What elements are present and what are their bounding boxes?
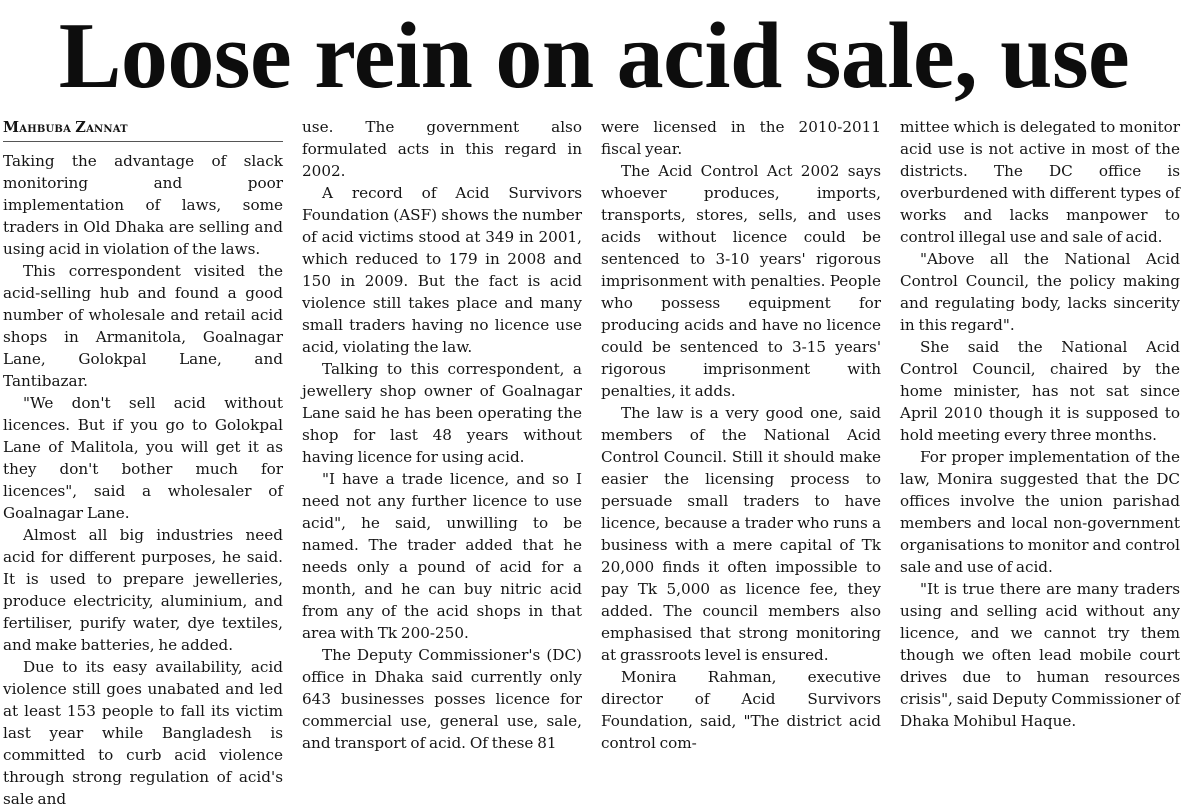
- headline: Loose rein on acid sale, use: [58, 4, 1130, 108]
- paragraph: A record of Acid Survivors Foundation (ASF) shows the number of acid victims stood at 349 in 2001, which reduced to 179 in 2008 and 150 in 2009. But the fact is acid violence still takes place and many small traders having no licence use acid, violating the law.: [302, 184, 582, 356]
- paragraph: Taking the advantage of slack monitoring and poor implementation of laws, some traders in Old Dhaka are selling and using acid in violation of the laws.: [3, 152, 283, 258]
- article-body: [3, 116, 1185, 808]
- paragraph: "It is true there are many traders using and selling acid without any licence, and we cannot try them though we often lead mobile court drives due to human resources crisis", said Deputy Commissioner of Dhaka Mohibul Haque.: [900, 580, 1180, 730]
- paragraph: "Above all the National Acid Control Council, the policy making and regulating body, lacks sincerity in this regard".: [900, 250, 1180, 334]
- paragraph: Monira Rahman, executive director of Acid Survivors Foundation, said, "The district acid control com-: [601, 668, 881, 752]
- paragraph: "I have a trade licence, and so I need not any further licence to use acid", he said, unwilling to be named. The trader added that he needs only a pound of acid for a month, and he can buy nitric acid from any of the acid shops in that area with Tk 200-250.: [302, 470, 582, 642]
- column-1: [3, 116, 283, 808]
- byline: Mahbuba Zannat: [3, 116, 283, 142]
- column-3: [601, 116, 881, 752]
- paragraph: The Acid Control Act 2002 says whoever produces, imports, transports, stores, sells, and uses acids without licence could be sentenced to 3-10 years' rigorous imprisonment with penalties. People who possess equipment for producing acids and have no licence could be sentenced to 3-15 years' rigorous imprisonment with penalties, it adds.: [601, 162, 881, 400]
- paragraph: use. The government also formulated acts in this regard in 2002.: [302, 118, 582, 180]
- paragraph: She said the National Acid Control Council, chaired by the home minister, has not sat since April 2010 though it is supposed to hold meeting every three months.: [900, 338, 1180, 444]
- paragraph: mittee which is delegated to monitor acid use is not active in most of the districts. The DC office is overburdened with different types of works and lacks manpower to control illegal use and sale of acid.: [900, 118, 1180, 246]
- column-2: [302, 116, 582, 752]
- paragraph: This correspondent visited the acid-selling hub and found a good number of wholesale and retail acid shops in Armanitola, Goalnagar Lane, Golokpal Lane, and Tantibazar.: [3, 262, 283, 390]
- paragraph: For proper implementation of the law, Monira suggested that the DC offices involve the union parishad members and local non-government organisations to monitor and control sale and use of acid.: [900, 448, 1180, 576]
- paragraph: "We don't sell acid without licences. But if you go to Golokpal Lane of Malitola, you will get it as they don't bother much for licences", said a wholesaler of Goalnagar Lane.: [3, 394, 283, 522]
- paragraph: were licensed in the 2010-2011 fiscal year.: [601, 118, 881, 158]
- paragraph: Due to its easy availability, acid violence still goes unabated and led at least 153 people to fall its victim last year while Bangladesh is committed to curb acid violence through strong regulation of acid's sale and: [3, 658, 283, 808]
- paragraph: Almost all big industries need acid for different purposes, he said. It is used to prepare jewelleries, produce electricity, aluminium, and fertiliser, purify water, dye textiles, and make batteries, he added.: [3, 526, 283, 654]
- paragraph: The law is a very good one, said members of the National Acid Control Council. Still it should make easier the licensing process to persuade small traders to have licence, because a trader who runs a business with a mere capital of Tk 20,000 finds it often impossible to pay Tk 5,000 as licence fee, they added. The council members also emphasised that strong monitoring at grassroots level is ensured.: [601, 404, 881, 664]
- column-4: [900, 116, 1180, 736]
- paragraph: The Deputy Commissioner's (DC) office in Dhaka said currently only 643 businesses posses licence for commercial use, general use, sale, and transport of acid. Of these 81: [302, 646, 582, 752]
- paragraph: Talking to this correspondent, a jewellery shop owner of Goalnagar Lane said he has been operating the shop for last 48 years without having licence for using acid.: [302, 360, 582, 466]
